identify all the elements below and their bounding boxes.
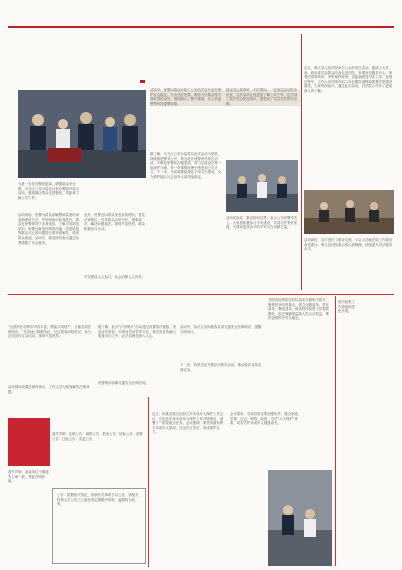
vertical-story-text: 开阳县检察院坚持以清单式履职为抓手，聚焦驻所检察重点，建立问题清单、责任清单、整改清单，推动驻所检察工作提质增效，依法保障被监管人员合法权益，维护监管秩序安全稳定。	[268, 298, 330, 321]
ads-notice-text: 公告：根据相关规定，现就有关事项予以公告，请相关权利人自公告之日起在规定期限内申报，逾期视为放弃。	[57, 493, 139, 507]
main-text-col1: 活动现场，民警为群众讲解警用装备的用途和使用方法，并现场演示防身技巧。群众在民警指导下亲身体验，了解日常防范知识。民警还就电信网络诈骗、防盗防抢等群众关心的问题进行面对面解答，受到群众欢迎。活动中，群众纷纷表示通过参观增强了安全意识。	[18, 213, 80, 245]
vertical-story-side: 驻所检察工作持续规范化开展。	[338, 300, 355, 314]
middle-photo	[226, 160, 298, 212]
courtroom-photo	[304, 190, 394, 234]
meeting-street-photo	[268, 470, 332, 566]
second-text-col2b: 民警现场讲解交通安全法律法规。	[98, 381, 149, 385]
police-crowd-photo	[18, 90, 146, 178]
column-divider-right	[301, 34, 302, 290]
third-text-col2: 会议要求，各成员单位要加强协作，健全家庭、学校、社会、网络、政府、司法“六大保护”体系，切实守护未成年人健康成长。	[230, 412, 302, 426]
second-text-col1: “这里的法治集市内容丰富，既能买到特产，又能学到法律知识。”在高速公路服务区，过往旅客纷纷驻足，参与法治宣传互动活动，现场气氛热烈。	[8, 325, 92, 339]
second-text-col1b: 活动现场设置法律咨询台，工作人员为旅客解答法律问题。	[8, 385, 90, 394]
section-divider	[8, 294, 394, 295]
third-photo	[268, 470, 332, 566]
classified-ads-tag	[8, 418, 50, 466]
middle-text-1: 活动中，民警向群众介绍了公安机关近年来在维护社会稳定、打击违法犯罪、服务人民群众等方面取得的成效，现场展示了警犬搜索、无人机巡逻等科技强警成果。	[150, 88, 222, 106]
main-photo	[18, 90, 146, 178]
ads-notice-box	[52, 488, 146, 564]
byline-marker	[140, 80, 145, 83]
ads-left-text: 遗失声明：某某单位不慎遗失公章一枚，特此声明作废。	[8, 470, 49, 484]
side-photo	[304, 190, 394, 234]
side-story-text: 近日，修文县人民法院举办公众开放日活动，邀请人大代表、政协委员及群众代表走进法院，参观诉讼服务中心、审判法庭等场所，旁听案件庭审，近距离感受司法工作。参观过程中，工作人员详细介绍了诉讼服务流程和智慧法院建设情况。大家纷纷表示，通过此次活动，对法院工作有了更加深入的了解。	[304, 66, 393, 93]
main-text-col2: 此外，民警还向群众发放宣传资料，普及法律知识，引导群众自觉守法、遇事找法、解决问题靠法。现场气氛热烈，群众积极参与互动。	[84, 213, 146, 231]
main-text-intro: 为进一步拉近警民距离，增强群众安全感，乌当区公安分局近日举办警营开放日活动，邀请辖区群众走进警营，零距离了解公安工作。	[18, 182, 80, 200]
ads-list: 遗失声明 · 注销公告 · 减资公告 · 拍卖公告 · 招标公告 · 清算公告 · 迁址公告 · 变更公告	[52, 432, 143, 441]
column-divider-vertical	[335, 296, 336, 566]
column-divider-ads	[148, 397, 149, 567]
second-text-col3: 活动中，执法人员向旅客宣讲交通安全法律知识，提醒文明出行。	[180, 325, 262, 334]
middle-text-2: 群众们认真聆听，不时提问。一位参加活动的市民说，这次活动让他更加了解公安工作，也学到了很多安全防范知识，感受到了实实在在的安全感。	[226, 88, 298, 106]
header-rule	[8, 26, 394, 28]
page-header	[0, 0, 402, 28]
middle-text-3: 据了解，乌当区公安分局将以此次活动为契机，持续推进警务公开，常态化开展警营开放日活动，不断拓宽警民沟通渠道，努力让群众在每一起案件办理、每一件事情处理中感受到公平正义。下一步，分局将继续深化平安乌当建设，全力维护辖区社会治安大局持续稳定。	[150, 152, 222, 179]
main-text-col2b: 平安建设人人参与，社会治理人人有责。	[84, 275, 146, 279]
third-text-col1: 近日，松桃苗族自治县召开未成年人保护工作会议，总结近年来未成年人保护工作开展情况，部署下一阶段重点任务。会议强调，要坚持最有利于未成年人原则，压实各方责任，形成保护合力。	[152, 412, 224, 435]
middle-text-4: 活动结束后，群众纷纷点赞，表示公安民警辛苦了。大家将积极参与平安建设，共同守护美好家园，为建设更高水平的平安乌当贡献力量。	[226, 216, 298, 230]
second-text-col3b: 下一步，将常态化开展法治集市活动，推动普法宣传走深走实。	[180, 363, 262, 372]
side-story-text-2: 活动最后，双方进行了座谈交流，与会人员就法院工作提出意见建议。修文县法院表示将认真梳理，持续提升司法服务水平。	[304, 238, 393, 252]
second-text-col2: 据了解，此次“法治集市”活动通过设置普法展板、发放宣传资料、开展有奖问答等方式，将法治宣传融入旅客出行之中，让法治理念深入人心。	[98, 325, 177, 339]
police-demo-photo	[226, 160, 298, 212]
